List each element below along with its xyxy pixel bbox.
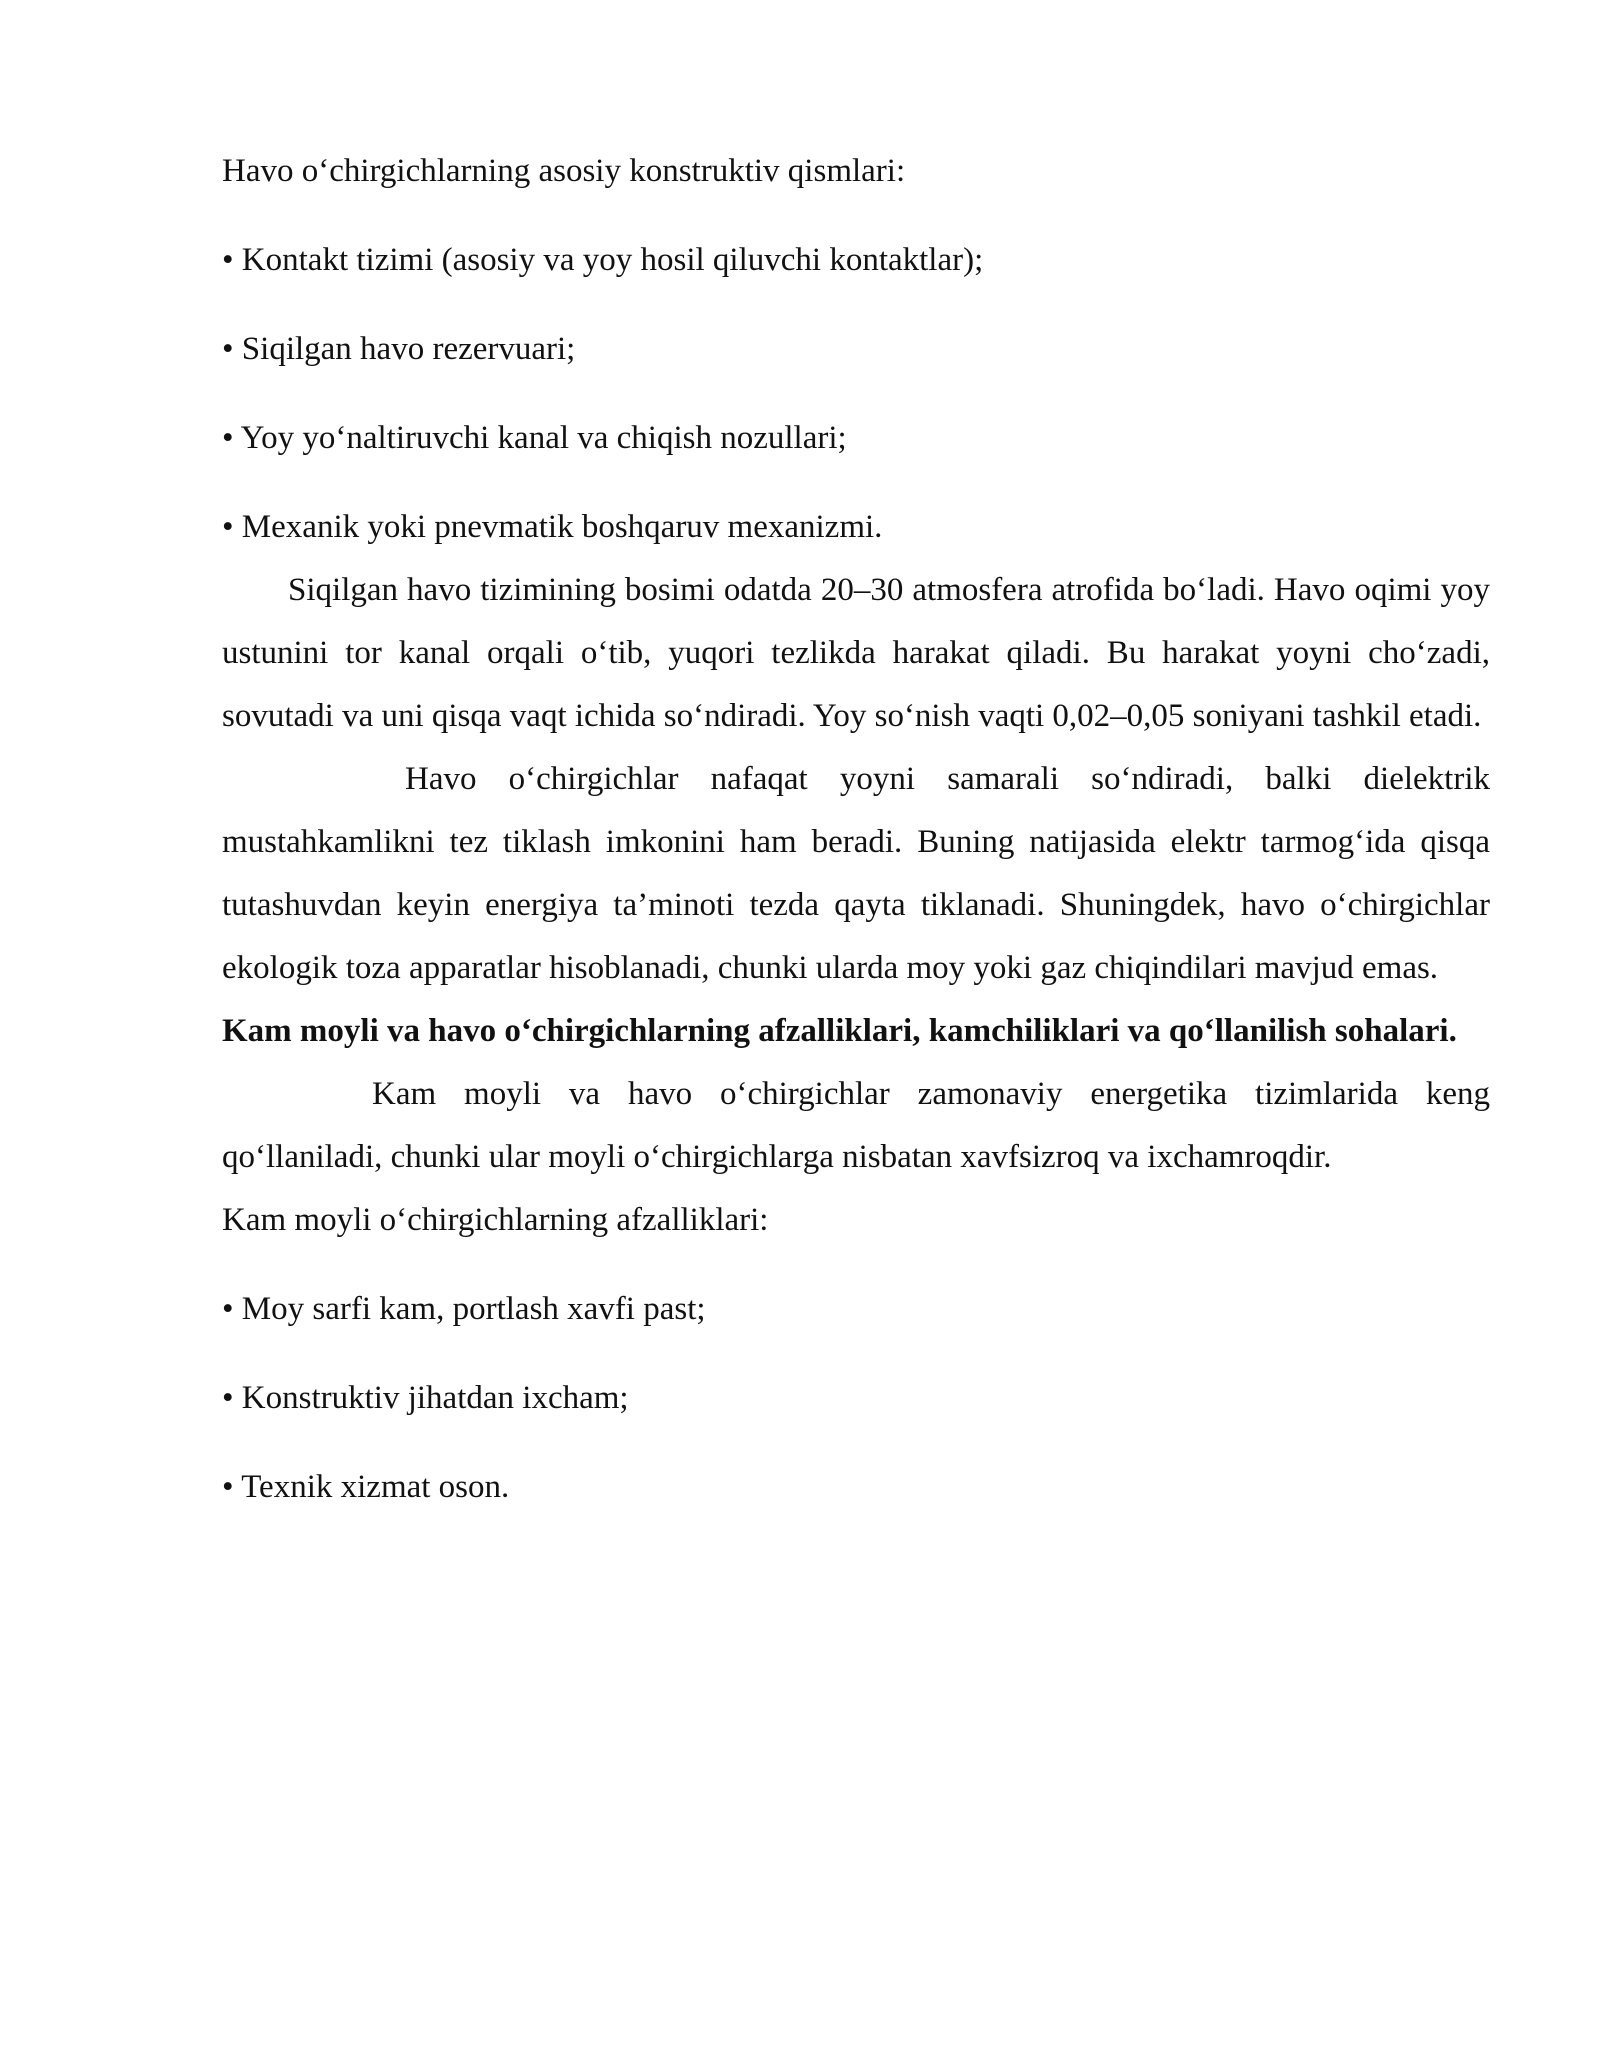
advantages-intro: Kam moyli o‘chirgichlarning afzalliklari: [222,1202,769,1238]
list-item: • Yoy yo‘naltiruvchi kanal va chiqish nozullari; [222,420,847,456]
list-item: • Siqilgan havo rezervuari; [222,331,576,367]
list-item: • Moy sarfi kam, portlash xavfi past; [222,1291,706,1327]
intro-line: Havo o‘chirgichlarning asosiy konstruktiv qismlari: [222,153,906,189]
list-item: • Kontakt tizimi (asosiy va yoy hosil qiluvchi kontaktlar); [222,242,984,278]
section-heading: Kam moyli va havo o‘chirgichlarning afzalliklari, kamchiliklari va qo‘llanilish sohalari. [222,1013,1457,1049]
paragraph-pressure: Siqilgan havo tizimining bosimi odatda 20–30 atmosfera atrofida bo‘ladi. Havo oqimi yoy ustunini tor kanal orqali o‘tib, yuqori tezlikda harakat qiladi. Bu harakat yoyni cho‘zadi, sovutadi va uni qisqa vaqt ichida so‘ndiradi. Yoy so‘nish vaqti 0,02–0,05 soniyani tashkil etadi. [222,572,1490,734]
list-item: • Mexanik yoki pnevmatik boshqaruv mexanizmi. [222,509,883,545]
list-item: • Texnik xizmat oson. [222,1469,510,1505]
paragraph-usage: Kam moyli va havo o‘chirgichlar zamonaviy energetika tizimlarida keng qo‘llaniladi, chunki ular moyli o‘chirgichlarga nisbatan xavfsizroq va ixchamroqdir. [222,1076,1490,1175]
paragraph-dielectric: Havo o‘chirgichlar nafaqat yoyni samarali so‘ndiradi, balki dielektrik mustahkamlikni tez tiklash imkonini ham beradi. Buning natijasida elektr tarmog‘ida qisqa tutashuvdan keyin energiya ta’minoti tezda qayta tiklanadi. Shuningdek, havo o‘chirgichlar ekologik toza apparatlar hisoblanadi, chunki ularda moy yoki gaz chiqindilari mavjud emas. [222,761,1490,986]
document-page [222,140,1490,1519]
list-item: • Konstruktiv jihatdan ixcham; [222,1380,629,1416]
